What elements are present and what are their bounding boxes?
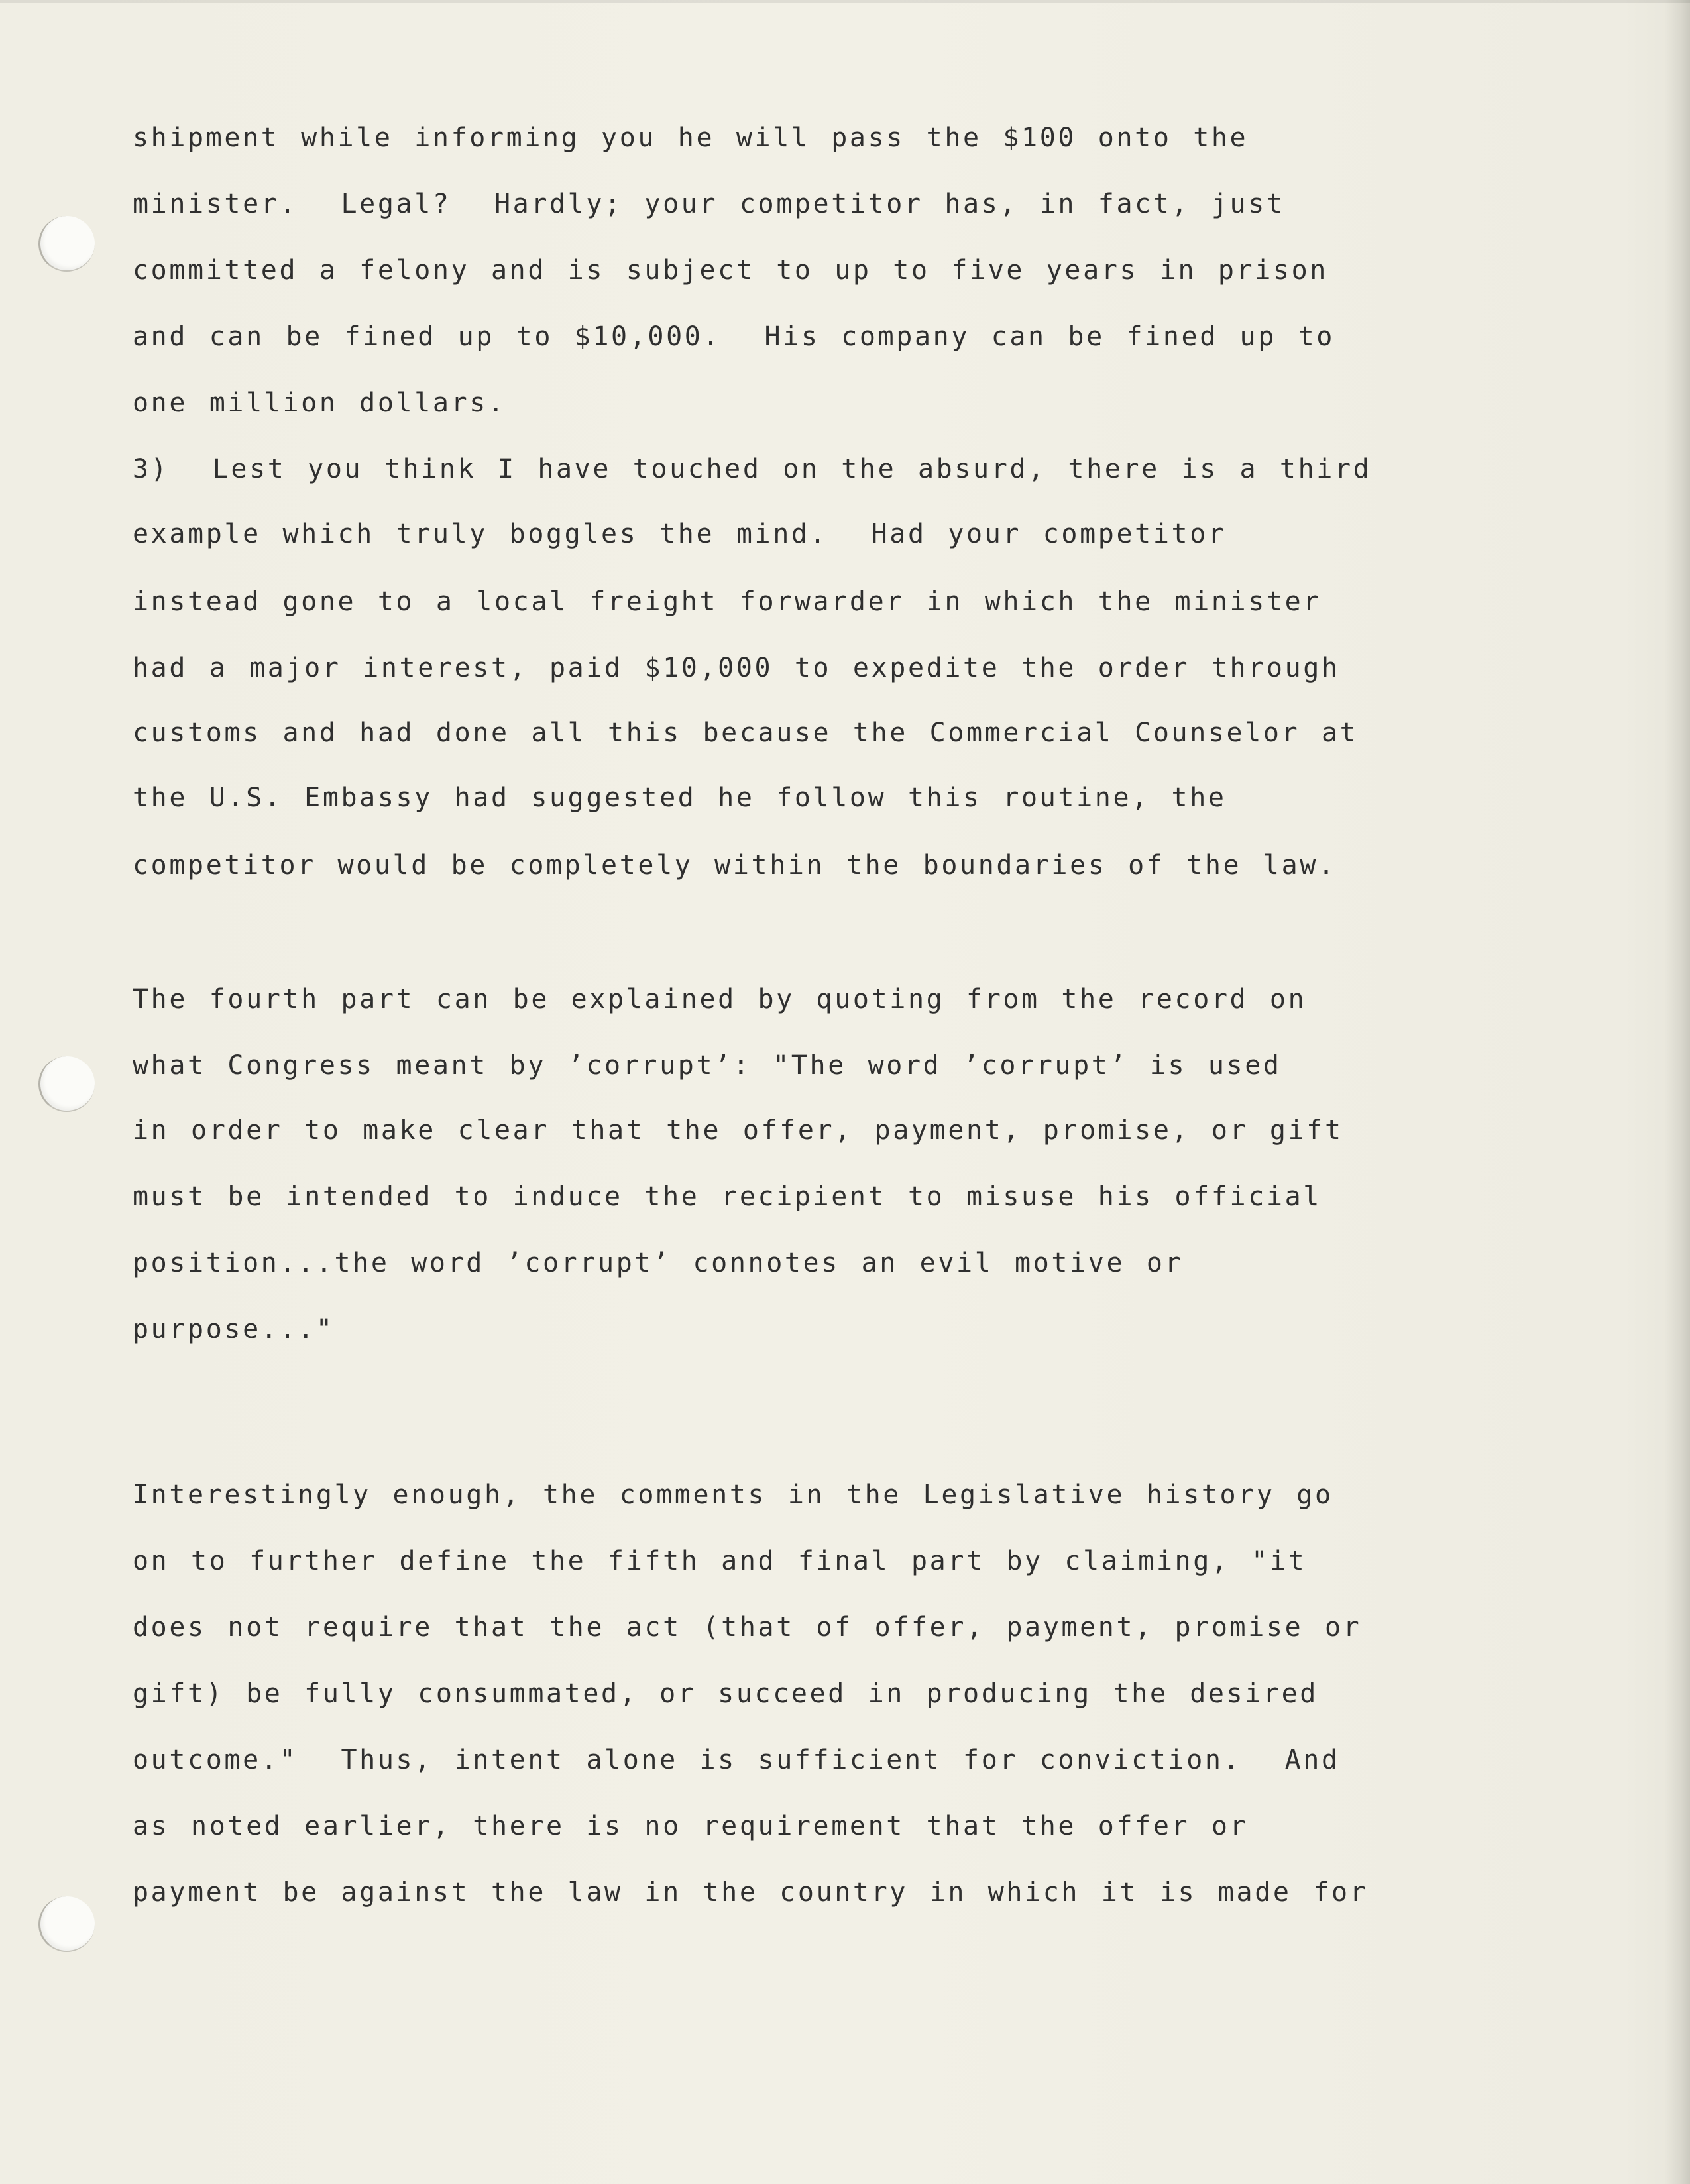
page-top-edge: [0, 0, 1690, 3]
text-line: must be intended to induce the recipient to misuse his official: [133, 1181, 1322, 1212]
text-line: what Congress meant by ’corrupt’: "The word ’corrupt’ is used: [133, 1050, 1282, 1081]
text-line: Interestingly enough, the comments in the Legislative history go: [133, 1480, 1333, 1510]
punch-hole-bottom: [38, 1896, 95, 1952]
text-line: payment be against the law in the country in which it is made for: [133, 1877, 1369, 1908]
text-line: instead gone to a local freight forwarder in which the minister: [133, 586, 1322, 617]
text-line: the U.S. Embassy had suggested he follow this routine, the: [133, 783, 1227, 813]
text-line: customs and had done all this because the Commercial Counselor at: [133, 718, 1359, 748]
text-line: minister. Legal? Hardly; your competitor has, in fact, just: [133, 189, 1285, 219]
text-line: 3) Lest you think I have touched on the absurd, there is a third: [133, 454, 1372, 484]
text-line: one million dollars.: [133, 388, 506, 418]
page-edge-shadow: [1665, 0, 1690, 2184]
text-line: shipment while informing you he will pass the $100 onto the: [133, 123, 1249, 153]
text-line: as noted earlier, there is no requirement that the offer or: [133, 1811, 1249, 1841]
text-line: competitor would be completely within the boundaries of the law.: [133, 850, 1337, 881]
text-line: gift) be fully consummated, or succeed in producing the desired: [133, 1678, 1318, 1709]
text-line: position...the word ’corrupt’ connotes an evil motive or: [133, 1248, 1184, 1278]
text-line: does not require that the act (that of offer, payment, promise or: [133, 1612, 1362, 1643]
text-line: example which truly boggles the mind. Had your competitor: [133, 519, 1227, 549]
punch-hole-middle: [38, 1056, 95, 1112]
text-line: purpose...": [133, 1314, 335, 1344]
text-line: on to further define the fifth and final part by claiming, "it: [133, 1546, 1307, 1576]
text-line: outcome." Thus, intent alone is sufficient for conviction. And: [133, 1745, 1340, 1775]
text-line: The fourth part can be explained by quoting from the record on: [133, 984, 1307, 1014]
text-line: in order to make clear that the offer, payment, promise, or gift: [133, 1115, 1343, 1146]
punch-hole-top: [38, 216, 95, 272]
text-line: had a major interest, paid $10,000 to expedite the order through: [133, 653, 1340, 683]
text-line: and can be fined up to $10,000. His company can be fined up to: [133, 321, 1335, 352]
text-line: committed a felony and is subject to up to five years in prison: [133, 255, 1328, 286]
